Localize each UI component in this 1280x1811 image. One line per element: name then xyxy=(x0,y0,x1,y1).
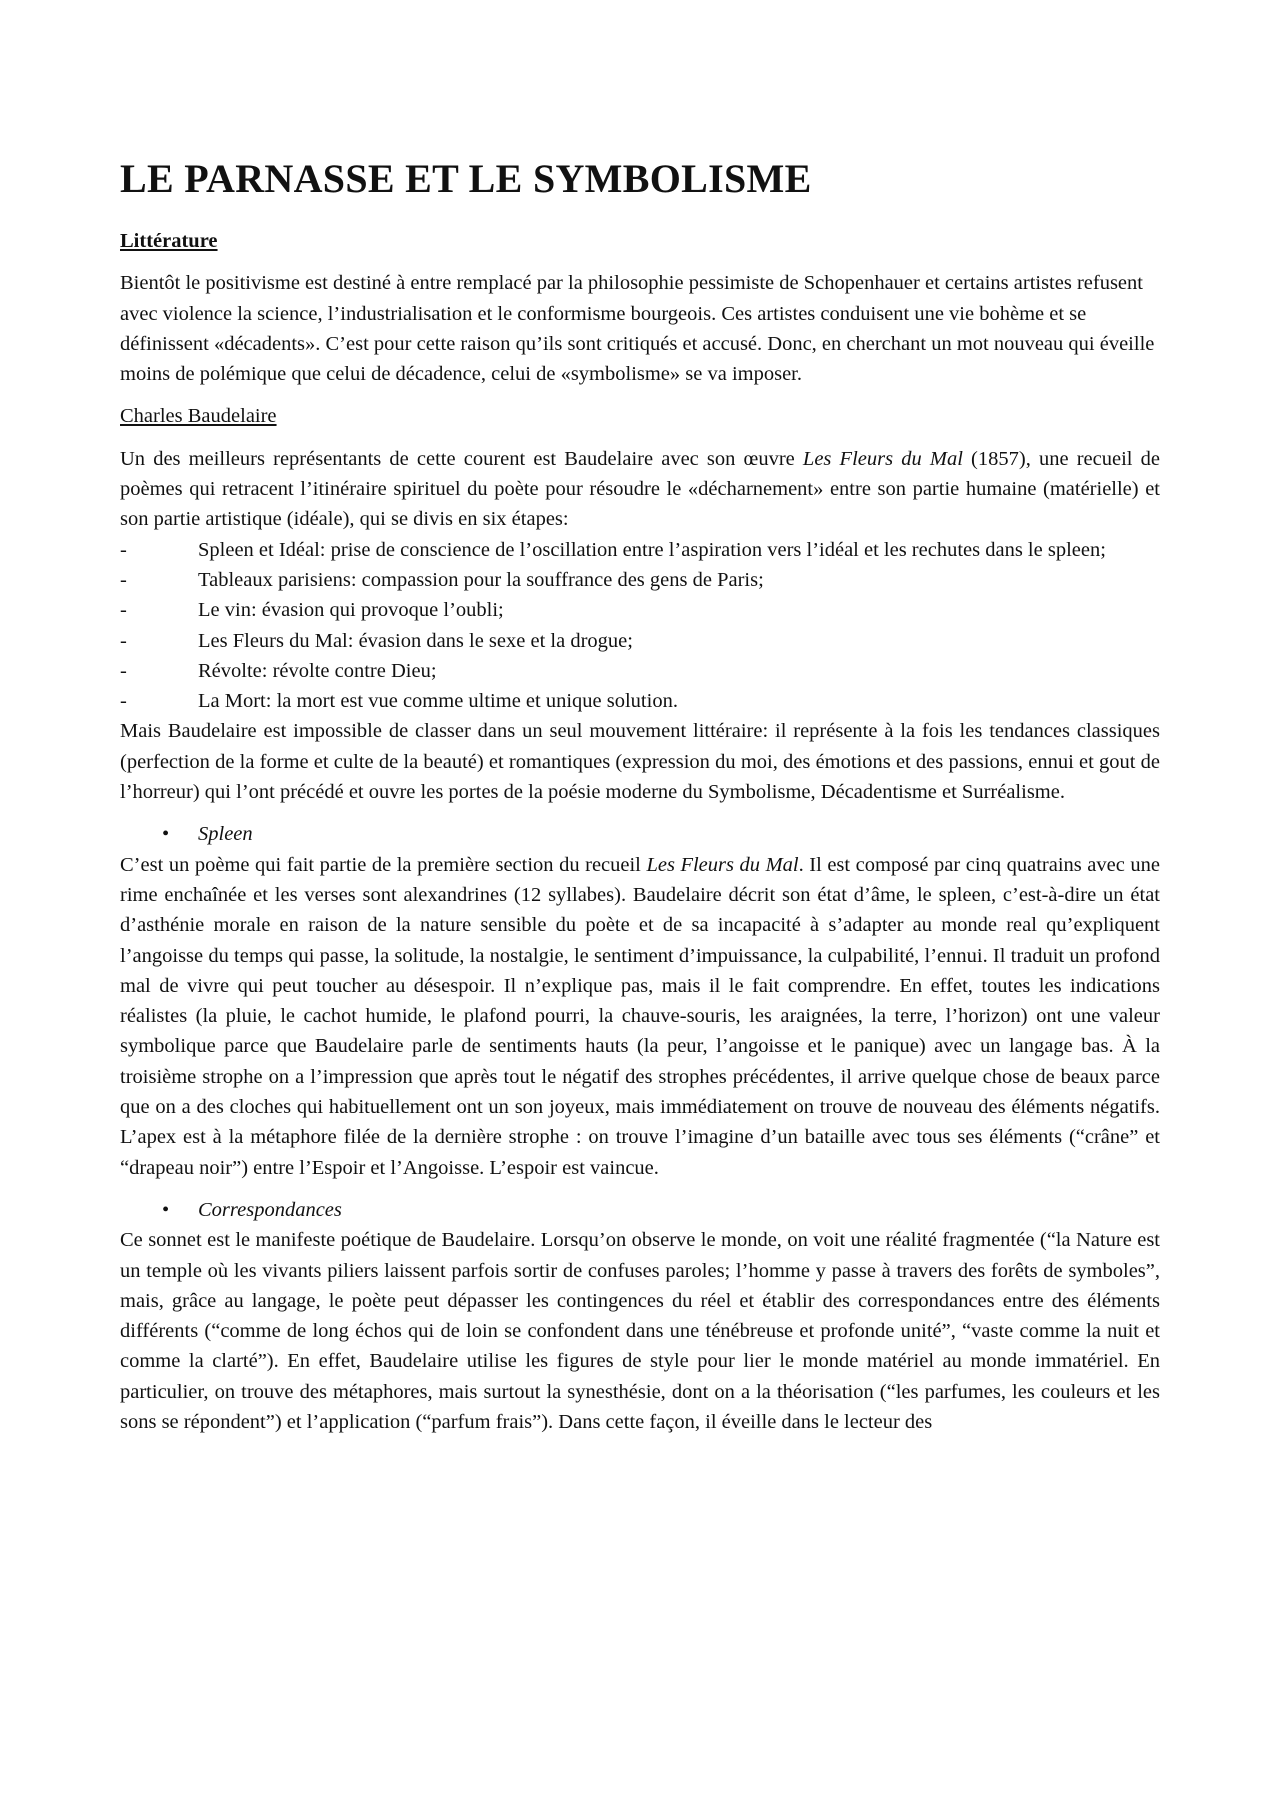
bullet-dot: • xyxy=(162,823,170,846)
spleen-book-title: Les Fleurs du Mal xyxy=(646,853,799,876)
document-title: LE PARNASSE ET LE SYMBOLISME xyxy=(120,156,812,201)
intro-text-after: (1857), une recueil de poèmes qui retracent l’itinéraire spirituel du poète pour résoudre le «décharnement» entre son partie humaine (matérielle) et son partie artistique (idéale), qui se divis en six étapes: xyxy=(120,447,1160,531)
bullet-dot: • xyxy=(162,1198,170,1221)
list-item-text: Révolte: révolte contre Dieu; xyxy=(198,659,437,682)
list-dash: - xyxy=(120,659,127,682)
paragraph-correspondances: Ce sonnet est le manifeste poétique de Baudelaire. Lorsqu’on observe le monde, on voit une réalité fragmentée (“la Nature est un temple où les vivants piliers laissent parfois sortir de confuses paroles; l’homme y passe à travers des forêts de symboles”, mais, grâce au langage, le poète peut dépasser les contingences du réel et établir des correspondances entre des éléments différents (“comme de long échos qui de loin se confondent dans une ténébreuse et profonde unité”, “vaste comme la nuit et comme la clarté”). En effet, Baudelaire utilise les figures de style pour lier le monde matériel au monde immatériel. En particulier, on trouve des métaphores, mais surtout la synesthésie, dont on a la théorisation (“les parfumes, les couleurs et les sons se répondent”) et l’application (“parfum frais”). Dans cette façon, il éveille dans le lecteur des xyxy=(120,1229,1160,1433)
list-item-text: Spleen et Idéal: prise de conscience de l’oscillation entre l’aspiration vers l’idéal et les rechutes dans le spleen; xyxy=(198,538,1106,561)
paragraph-baudelaire-intro xyxy=(120,444,1160,535)
intro-book-title: Les Fleurs du Mal xyxy=(802,447,963,470)
list-item-text: Les Fleurs du Mal: évasion dans le sexe et la drogue; xyxy=(198,629,633,652)
list-item-text: Tableaux parisiens: compassion pour la souffrance des gens de Paris; xyxy=(198,568,764,591)
paragraph-litterature: Bientôt le positivisme est destiné à entre remplacé par la philosophie pessimiste de Schopenhauer et certains artistes refusent avec violence la science, l’industrialisation et le conformisme bourgeois. Ces artistes conduisent une vie bohème et se définissent «décadents». C’est pour cette raison qu’ils sont critiqués et accusé. Donc, en cherchant un mot nouveau qui éveille moins de polémique que celui de décadence, celui de «symbolisme» se va imposer. xyxy=(120,272,1155,386)
list-item-text: Le vin: évasion qui provoque l’oubli; xyxy=(198,599,504,622)
list-item-text: La Mort: la mort est vue comme ultime et unique solution. xyxy=(198,690,678,713)
section-heading-baudelaire: Charles Baudelaire xyxy=(120,405,277,428)
section-heading-litterature: Littérature xyxy=(120,230,218,252)
list-dash: - xyxy=(120,629,127,652)
subsection-title-spleen: Spleen xyxy=(198,823,253,846)
list-dash: - xyxy=(120,599,127,622)
steps-list xyxy=(120,535,1160,717)
list-item xyxy=(120,686,1160,716)
paragraph-spleen xyxy=(120,850,1160,1183)
list-item xyxy=(120,565,1160,595)
list-item xyxy=(120,595,1160,625)
document-content xyxy=(120,140,1160,1437)
subsection-title-correspondances: Correspondances xyxy=(198,1198,342,1221)
spleen-text-before: C’est un poème qui fait partie de la première section du recueil xyxy=(120,853,647,876)
list-item xyxy=(120,535,1160,565)
spleen-text-after: . Il est composé par cinq quatrains avec une rime enchaînée et les verses sont alexandrines (12 syllabes). Baudelaire décrit son état d’âme, le spleen, c’est-à-dire un état d’asthénie morale en raison de la nature sensible du poète et de sa incapacité à s’adapter au monde real qu’expliquent l’angoisse du temps qui passe, la solitude, la nostalgie, le sentiment d’impuissance, la culpabilité, l’ennui. Il traduit un profond mal de vivre qui peut toucher au désespoir. Il n’explique pas, mais il le fait comprendre. En effet, toutes les indications réalistes (la pluie, le cachot humide, le plafond pourri, la chauve-souris, les araignées, la terre, l’horizon) ont une valeur symbolique parce que Baudelaire parle de sentiments hauts (la peur, l’angoisse et le panique) avec un langage bas. À la troisième strophe on a l’impression que après tout le négatif des strophes précédentes, il arrive quelque chose de beaux parce que on a des cloches qui habituellement ont un son joyeux, mais immédiatement on trouve de nouveau des éléments négatifs. L’apex est à la métaphore filée de la dernière strophe : on trouve l’imagine d’un bataille avec tous ses éléments (“crâne” et “drapeau noir”) entre l’Espoir et l’Angoisse. L’espoir est vaincue. xyxy=(120,853,1160,1179)
intro-text-before: Un des meilleurs représentants de cette courent est Baudelaire avec son œuvre xyxy=(120,447,803,470)
subsection-heading-correspondances xyxy=(120,1195,1160,1225)
subsection-heading-spleen xyxy=(120,819,1160,849)
list-dash: - xyxy=(120,538,127,561)
list-dash: - xyxy=(120,568,127,591)
list-item xyxy=(120,656,1160,686)
list-item xyxy=(120,626,1160,656)
list-dash: - xyxy=(120,690,127,713)
paragraph-baudelaire-conclusion: Mais Baudelaire est impossible de classer dans un seul mouvement littéraire: il représente à la fois les tendances classiques (perfection de la forme et culte de la beauté) et romantiques (expression du moi, des émotions et des passions, ennui et gout de l’horreur) qui l’ont précédé et ouvre les portes de la poésie moderne du Symbolisme, Décadentisme et Surréalisme. xyxy=(120,720,1160,804)
